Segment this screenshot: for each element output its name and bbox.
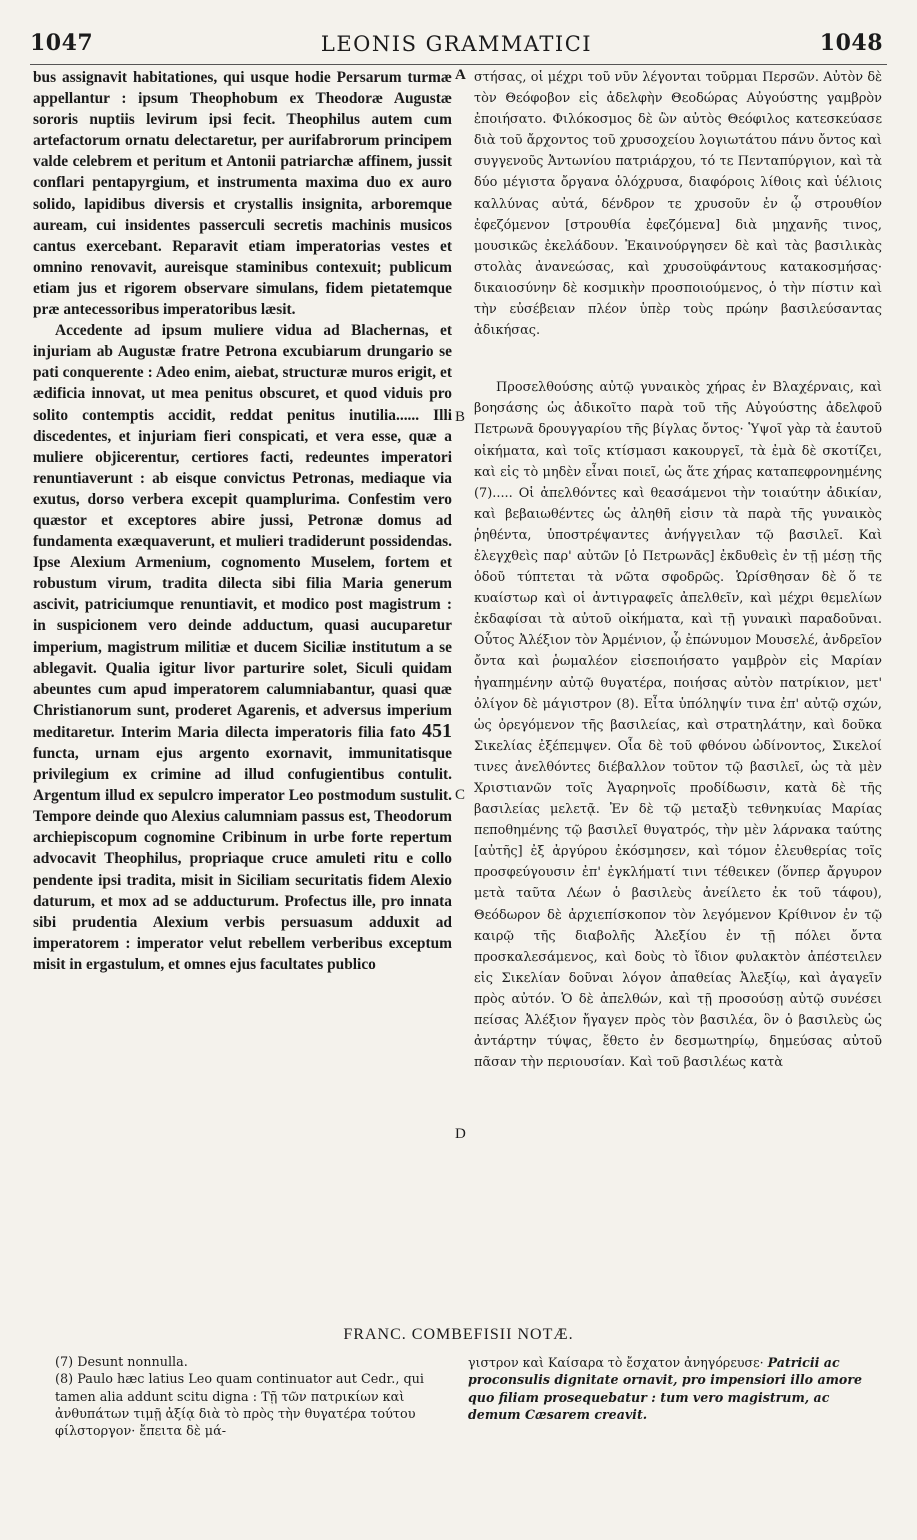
latin-column — [33, 67, 452, 975]
margin-letter-a: A — [455, 67, 466, 83]
folio-number: 451 — [422, 719, 452, 742]
note-8-start: (8) Paulo hæc latius Leo quam continuator aut Cedr., qui tamen alia addunt scitu digna : Τῇ τῶν πατρικίων καὶ ἀνθυπάτων τιμῇ ἀξίᾳ διὰ τὸ πρὸς τὴν θυγατέρα τούτου φίλστοργον· ἔπειτα δὲ μά- — [55, 1372, 424, 1440]
note-8-greek: γιστρον καὶ Καίσαρα τὸ ἔσχατον ἀνηγόρευσε· — [468, 1355, 764, 1370]
page-number-right: 1048 — [819, 30, 883, 56]
page-header — [30, 30, 883, 64]
notes-left-column — [55, 1354, 455, 1440]
note-8-continuation — [468, 1354, 884, 1423]
greek-paragraph-1: στήσας, οἱ μέχρι τοῦ νῦν λέγονται τοῦρμαι Περσῶν. Αὐτὸν δὲ τὸν Θεόφοβον εἰς ἀδελφὴν Θεοδώρας Αὐγούστης γαμβρὸν ἐποιήσατο. Φιλόκοσμος δὲ ὢν αὐτὸς Θεόφιλος κατεσκεύασε διὰ τοῦ ἄρχοντος τοῦ χρυσοχείου λογιωτάτου πάνυ ὄντος καὶ συγγενοῦς Ἀντωνίου πατριάρχου, τό τε Πενταπύργιον, καὶ τὰ δύο μέγιστα ὄργανα ὁλόχρυσα, διαφόροις λίθοις καὶ ὑέλιοις καλλύνας αὐτά, δένδρον τε χρυσοῦν ἐν ᾧ στρουθίον ἐφεζόμενον [στρουθία ἐφεζόμενα] διὰ μηχανῆς τινος, μουσικῶς ἐκελάδουν. Ἐκαινούργησεν δὲ καὶ τὰς βασιλικὰς στολὰς ἀνανεώσας, καὶ χρυσοϋφάντους κατακοσμήσας· δικαιοσύνην δὲ κοσμικὴν προσποιούμενος, ὁ τὴν πίστιν καὶ τὴν εὐσέβειαν πλέον ὑπὲρ τοὺς πρώην βασιλεύσαντας ἀδικήσας. — [474, 70, 882, 339]
header-rule — [30, 64, 887, 65]
greek-paragraph-2: Προσελθούσης αὐτῷ γυναικὸς χήρας ἐν Βλαχέρναις, καὶ βοησάσης ὡς ἀδικοῖτο παρὰ τοῦ τῆς Αὐγούστης ἀδελφοῦ Πετρωνᾶ δρουγγαρίου τῆς βίγλας ὄντος· Ὑψοῖ γὰρ τὰ ἑαυτοῦ οἰκήματα, καὶ τοῖς κτίσμασι κακουργεῖ, τὰ ἐμὰ δὲ σκοτίζει, καὶ εἰς τὸ μηδὲν εἶναι ποιεῖ, ὡς ἅτε χήρας καταπεφρονημένης (7)..... Οἱ ἀπελθόντες καὶ θεασάμενοι τὴν τοιαύτην ἀδικίαν, καὶ βεβαιωθέντες ὡς ἀληθῆ εἰσιν τὰ παρὰ τῆς γυναικὸς ῥηθέντα, ὑποστρέψαντες ἀνήγγειλαν τῷ βασιλεῖ. Καὶ ἐλεγχθεὶς παρ' αὐτῶν [ὁ Πετρωνᾶς] ἐκδυθεὶς ἐν τῇ μέσῃ τῆς ὁδοῦ τύπτεται τὰ νῶτα σφοδρῶς. Ὡρίσθησαν δὲ ὅ τε κυαίστωρ καὶ οἱ ἀντιγραφεῖς ἀπελθεῖν, καὶ μέχρι θεμελίων ἐκδαφίσαι τὰ αὐτοῦ οἰκήματα, καὶ τῇ γυναικὶ παραδοῦναι. Οὗτος Ἀλέξιον τὸν Ἀρμένιον, ᾧ ἐπώνυμον Μουσελέ, ἀνδρεῖον ὄντα καὶ ῥωμαλέον εἰσεποιήσατο γαμβρὸν εἰς Μαρίαν ἠγαπημένην αὐτῷ θυγατέρα, ποιήσας αὐτὸν πατρίκιον, μετ' ὀλίγον δὲ μάγιστρον (8). Εἶτα ὑπόληψίν τινα ἐπ' αὐτῷ σχών, ὡς ὀρεγόμενον τῆς βασιλείας, καὶ στρατηλάτην, καὶ δοῦκα Σικελίας ἐξέπεμψεν. Οἷα δὲ τοῦ φθόνου ὠδίνοντος, Σικελοί τινες ἀνελθόντες διέβαλλον τοῦτον τῷ βασιλεῖ, ὡς τὰ μὲν Χριστιανῶν τοῖς Ἀγαρηνοῖς προδίδωσιν, κατὰ δὲ τῆς βασιλείας μελετᾷ. Ἐν δὲ τῷ μεταξὺ τεθνηκυίας Μαρίας πεποθημένης τῷ βασιλεῖ θυγατρός, τὴν μὲν λάρνακα ταύτης [αὐτῆς] ἐξ ἀργύρου ἐκόσμησεν, καὶ τόμον ἐλευθερίας τοῖς προσφεύγουσιν ἐπ' ἐγκλήματί τινι τέθεικεν (ὅνπερ ἄργυρον μετὰ ταῦτα Λέων ὁ βασιλεὺς ἀνείλετο ἐκ τοῦ τάφου), Θεόδωρον δὲ ἀρχιεπίσκοπον τὸν λεγόμενον Κρίθινον ἐν τῷ καιρῷ τῆς διαβολῆς Ἀλεξίου ἐν τῇ πόλει ὄντα προσκαλεσάμενος, καὶ δοὺς τὸ ἴδιον φυλακτὸν ἀπέστειλεν εἰς Σικελίαν δοῦναι λόγον ἀπαθείας Ἀλεξίῳ, καὶ ἀγαγεῖν πρὸς αὐτόν. Ὁ δὲ ἀπελθών, καὶ τῇ προσούσῃ αὐτῷ συνέσει πείσας Ἀλέξιον ἤγαγεν πρὸς τὸν βασιλέα, ὃν ὁ βασιλεὺς ὡς ἀντάρτην τύψας, ἔθετο ἐν δεσμωτηρίῳ, δημεύσας αὐτοῦ πᾶσαν τὴν περιουσίαν. Καὶ τοῦ βασιλέως κατὰ — [474, 380, 882, 1071]
notes-right-column — [468, 1354, 884, 1423]
latin-paragraph-2-part-2: functa, urnam ejus argento exornavit, immunitatisque privilegium ex crimine ad illud confugientibus contulit. Argentum illud ex sepulcro imperator Leo postmodum sustulit. Tempore deinde quo Alexius calumniam passus est, Theodorum archiepiscopum cognomine Cribinum in urbe forte repertum advocavit Theophilus, propriaque cruce amuleti ritu e collo pendente ipsi tradita, misit in Siciliam securitatis fidem Alexio daturum, et mox ad se adducturum. Profectus ille, pro innata sibi prudentia Alexium verbis persuasum adduxit ad imperatorem : imperator velut rebellem verberibus exceptum misit in ergastulum, et omnes ejus facultates publico — [33, 745, 452, 973]
latin-paragraph-2 — [33, 320, 452, 975]
running-title: LEONIS GRAMMATICI — [320, 32, 593, 56]
latin-paragraph-2-part-1: Accedente ad ipsum muliere vidua ad Blachernas, et injuriam ab Augustæ fratre Petrona excubiarum drungario se pati conquerente : Adeo enim, aiebat, structuræ muros erigit, et ædificia innovat, ut mea penitus obscuret, et quod viduis pro solito contemptis accidit, reddat penitus inutilia...... Illi discedentes, et injuriam fieri conspicati, et vera esse, quæ a muliere objicerentur, certiores facti, redeuntes imperatori renuntiaverunt : ab eisque convictus Petronas, mediaque via exutus, dorso verbera excepit quamplurima. Confestim vero quæstor et exceptores abire jussi, Petronæ domus ad fundamenta exæquaverunt, et mulieri tradiderunt possidendas. Ipse Alexium Armenium, cognomento Muselem, fortem et robustum virum, tradita dilecta sibi filia Maria generum ascivit, patriciumque renuntiavit, et modico post magistrum : in suspicionem vero deinde adductum, quasi aucuparetur imperium, magistrum militiæ et ducem Siciliæ institutum a se ablegavit. Qualia igitur livor parturire solet, Siculi quidam abeuntes cum apud imperatorem calumniabantur, quasi quæ Christianorum sunt, proderet Agarenis, et adversus imperium meditaretur. Interim Maria dilecta imperatoris filia fato — [33, 322, 452, 741]
note-7: (7) Desunt nonnulla. — [55, 1355, 188, 1370]
page-number-left: 1047 — [30, 30, 94, 56]
notes-title: FRANC. COMBEFISII NOTÆ. — [343, 1326, 574, 1343]
margin-letter-b: B — [455, 409, 466, 425]
greek-column — [474, 67, 882, 1073]
note-8-latin: Patricii ac proconsulis dignitate ornavit, pro impensiori illo amore quo filiam prosequebatur : tum vero magistrum, ac demum Cæsarem creavit. — [468, 1355, 862, 1422]
margin-letter-d: D — [455, 1126, 466, 1142]
margin-letter-c: C — [455, 787, 466, 803]
latin-paragraph-1: bus assignavit habitationes, qui usque hodie Persarum turmæ appellantur : ipsum Theophobum ex Theodoræ Augustæ sororis nuptiis levirum ipsi fecit. Theophilus autem cum artefactorum ornatu delectaretur, per aurifabrorum principem valde celebrem et peritum et Antonii patriarchæ affinem, jussit conflari pentapyrgium, et instrumenta maxima duo ex auro solido, lapidibus diversis et crystallis insignita, arboremque auream, cui insidentes passerculi secretis machinis musicos cantus exercebant. Reparavit etiam imperatorias vestes et omnino renovavit, aureisque staminibus contexuit; publicum etiam jus et rigorem observare simulans, fidem pietatemque præ antecessoribus imperatoribus læsit. — [33, 69, 452, 319]
